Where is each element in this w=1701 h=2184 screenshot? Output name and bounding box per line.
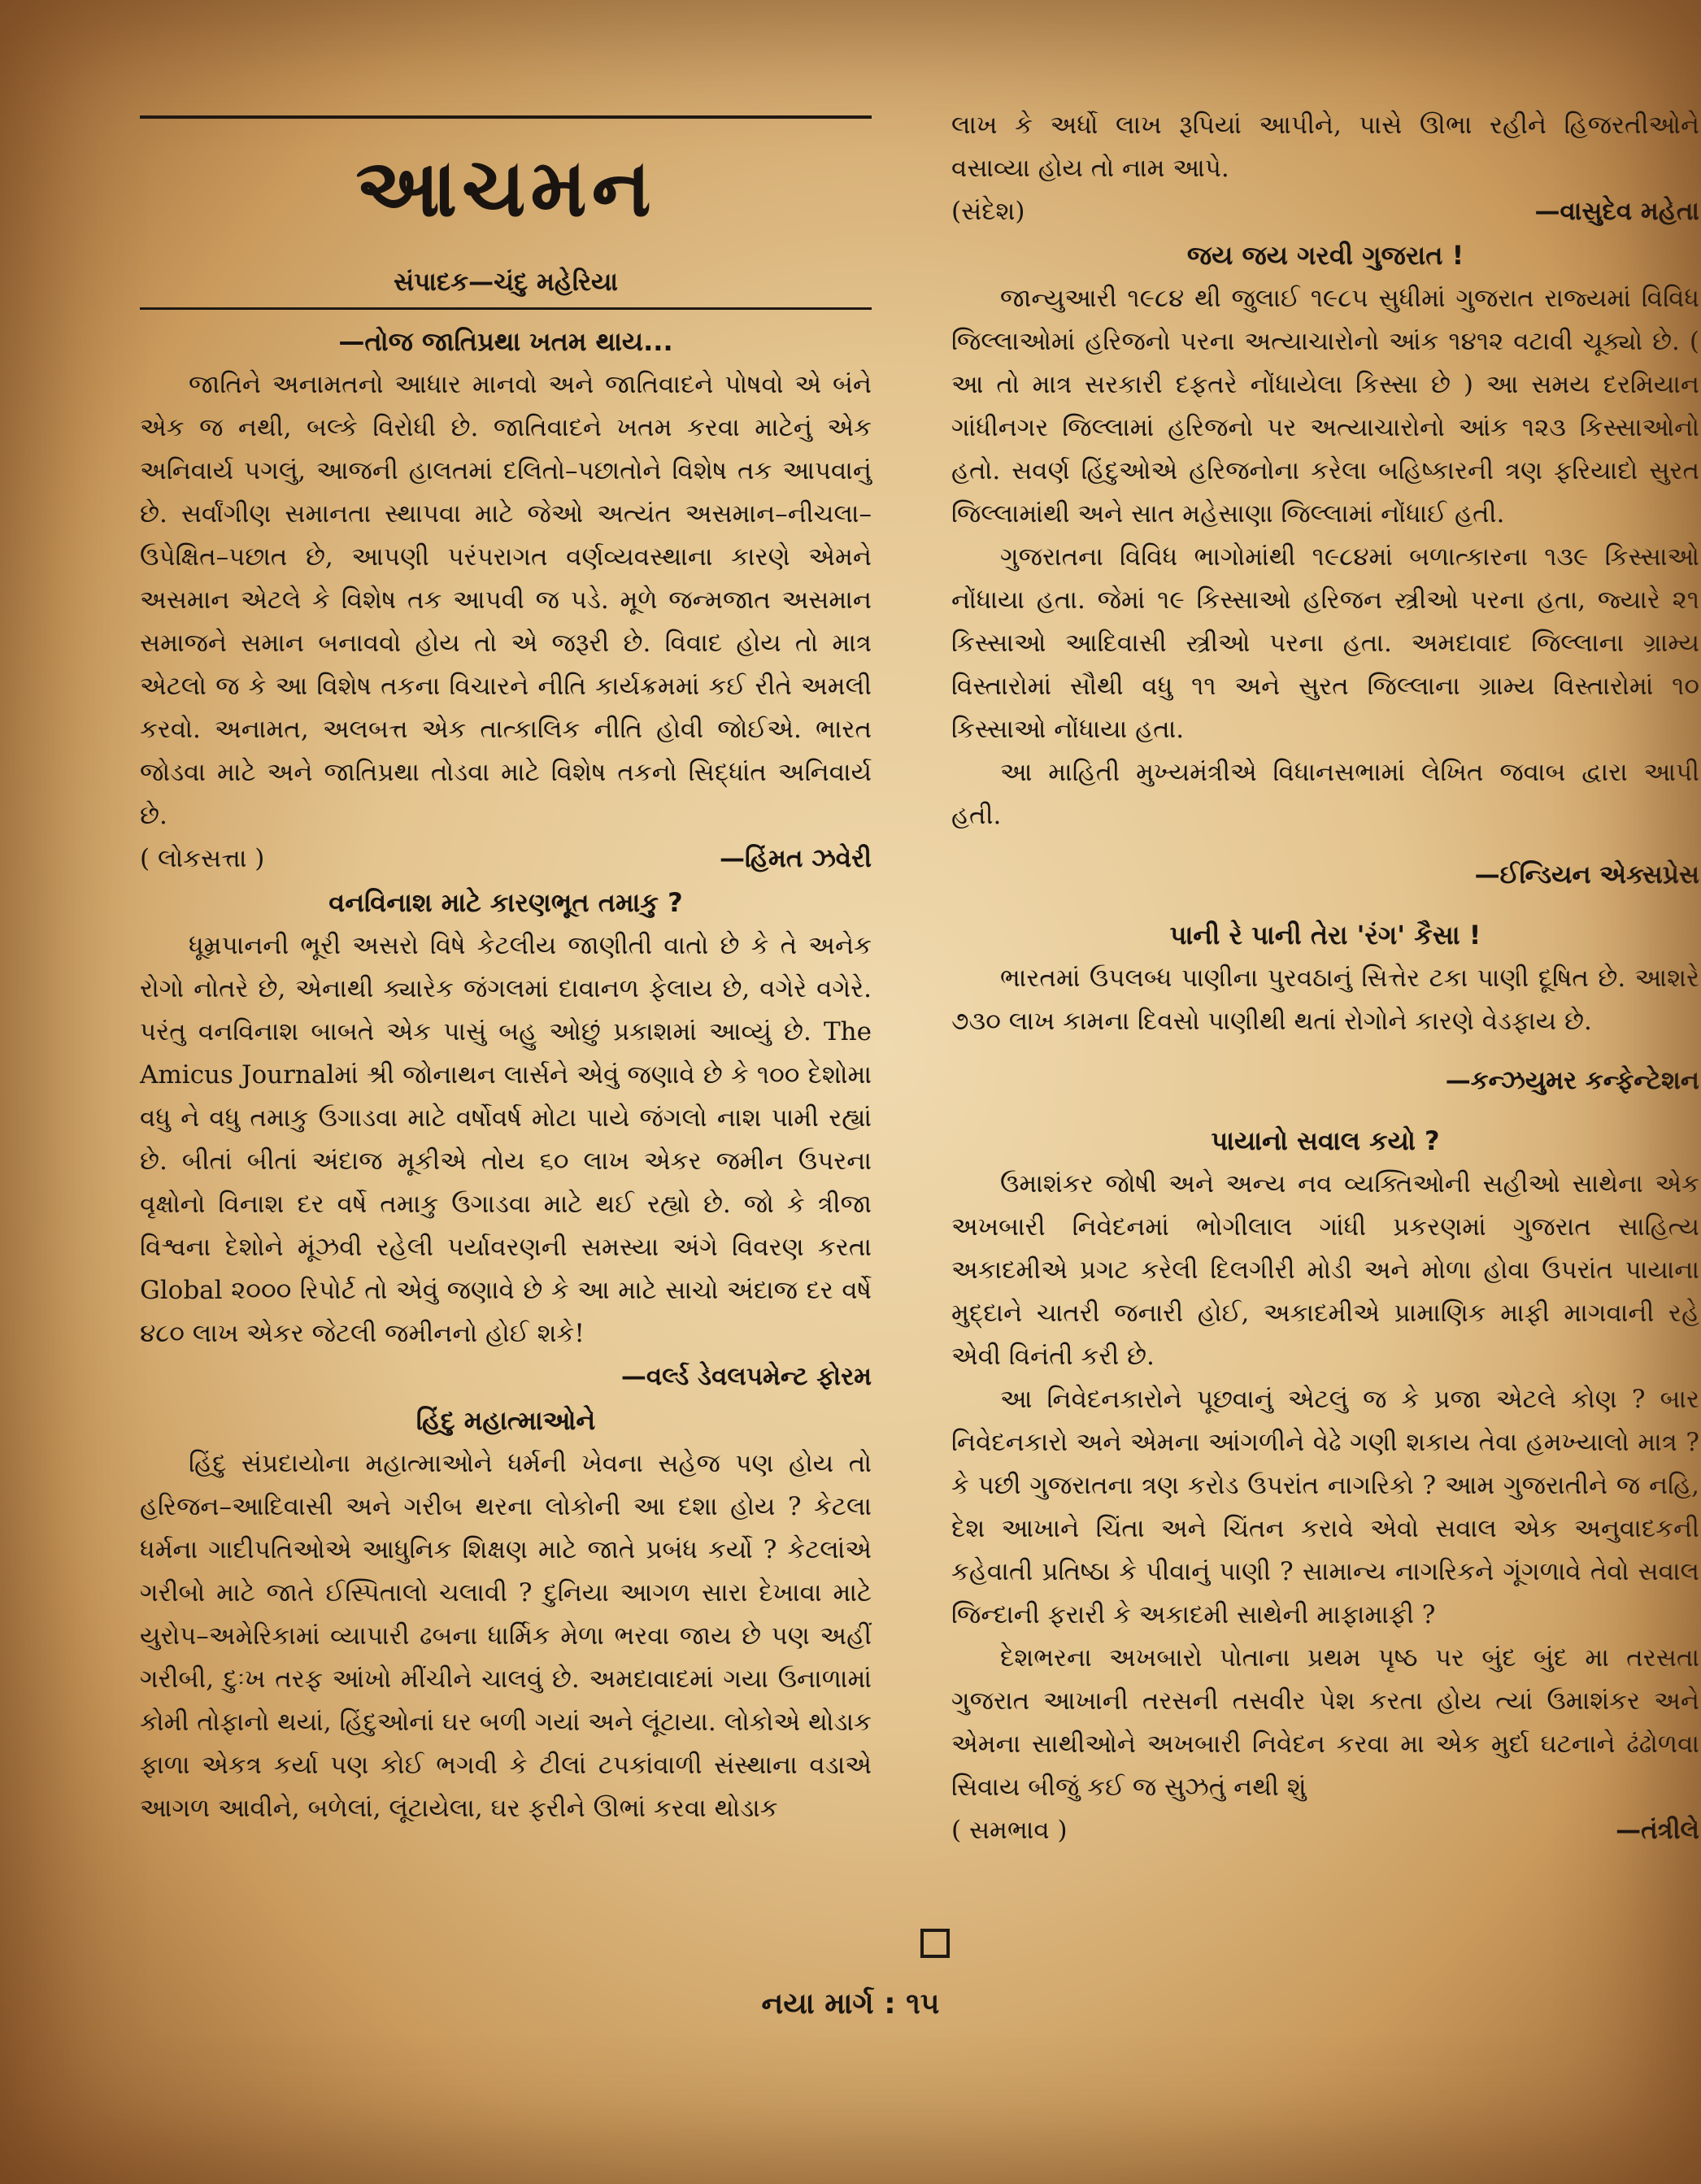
credit-row <box>140 837 872 881</box>
article-body: ગુજરાતના વિવિધ ભાગોમાંથી ૧૯૮૪માં બળાત્કારના ૧૩૯ કિસ્સાઓ નોંધાયા હતા. જેમાં ૧૯ કિસ્સાઓ હરિજન સ્ત્રીઓ પરના હતા, જ્યારે ૨૧ કિસ્સાઓ આદિવાસી સ્ત્રીઓ પરના હતા. અમદાવાદ જિલ્લાના ગ્રામ્ય વિસ્તારોમાં સૌથી વધુ ૧૧ અને સુરત જિલ્લાના ગ્રામ્ય વિસ્તારોમાં ૧૦ કિસ્સાઓ નોંધાયા હતા. <box>951 542 1699 744</box>
article-water <box>951 913 1699 1103</box>
article-body: હિંદુ સંપ્રદાયોના મહાત્માઓને ધર્મની ખેવના સહેજ પણ હોય તો હરિજન–આદિવાસી અને ગરીબ થરના લોકોની આ દશા હોય ? કેટલા ધર્મના ગાદીપતિઓએ આધુનિક શિક્ષણ માટે જાતે પ્રબંધ કર્યો ? કેટલાંએ ગરીબો માટે જાતે ઈસ્પિતાલો ચલાવી ? દુનિયા આગળ સારા દેખાવા માટે યુરોપ–અમેરિકામાં વ્યાપારી ઢબના ધાર્મિક મેળા ભરવા જાય છે પણ અહીં ગરીબી, દુઃખ તરફ આંખો મીંચીને ચાલવું છે. અમદાવાદમાં ગયા ઉનાળામાં કોમી તોફાનો થયાં, હિંદુઓનાં ઘર બળી ગયાં અને લૂંટાયા. લોકોએ થોડાક ફાળા એકત્ર કર્યા પણ કોઈ ભગવી કે ટીલાં ટપકાંવાળી સંસ્થાના વડાએ આગળ આવીને, બળેલાં, લૂંટાયેલા, ઘર ફરીને ઊભાં કરવા થોડાક <box>140 1449 872 1823</box>
article-caste-system <box>140 320 872 881</box>
left-column <box>140 104 872 1830</box>
article-author: —હિંમત ઝવેરી <box>719 844 872 873</box>
article-heading: વનવિનાશ માટે કારણભૂત તમાકુ ? <box>328 887 683 918</box>
article-author: —તંત્રીલે <box>1616 1816 1699 1845</box>
article-author: —કન્ઝયુમર કન્ફેન્ટેશન <box>1445 1066 1699 1095</box>
masthead-title: આચમન <box>355 142 656 235</box>
article-heading: જય જય ગરવી ગુજરાત ! <box>1186 240 1464 271</box>
article-body: દેશભરના અખબારો પોતાના પ્રથમ પૃષ્ઠ પર બુંદ બુંદ મા તરસતા ગુજરાત આખાની તરસની તસવીર પેશ કરતા હોય ત્યાં ઉમાશંકર અને એમના સાથીઓને અખબારી નિવેદન કરવા મા એક મુર્દા ઘટનાને ઢંઢોળવા સિવાય બીજું કઈ જ સુઝતું નથી શું <box>951 1643 1699 1802</box>
article-gujarat-atrocities <box>951 233 1699 897</box>
editor-rule <box>140 307 872 310</box>
article-heading: પાયાનો સવાલ કયો ? <box>1211 1125 1440 1156</box>
article-heading: —તોજ જાતિપ્રથા ખતમ થાય... <box>338 326 673 357</box>
end-mark-square <box>920 1929 950 1958</box>
article-hindu-mahatmas-continued <box>951 104 1699 233</box>
article-body: આ નિવેદનકારોને પૂછવાનું એટલું જ કે પ્રજા એટલે કોણ ? બાર નિવેદનકારો અને એમના આંગળીને વેઢે ગણી શકાય તેવા હમખ્યાલો માત્ર ? કે પછી ગુજરાતના ત્રણ કરોડ ઉપરાંત નાગરિકો ? આમ ગુજરાતીને જ નહિ, દેશ આખાને ચિંતા અને ચિંતન કરાવે એવો સવાલ એક અનુવાદકની કહેવાતી પ્રતિષ્ઠા કે પીવાનું પાણી ? સામાન્ય નાગરિકને ગૂંગળાવે તેવો સવાલ જિન્દાની ફરારી કે અકાદમી સાથેની માફામાફી ? <box>951 1385 1699 1629</box>
editor-line: સંપાદક—ચંદુ મહેરિયા <box>394 268 618 297</box>
article-body: જાન્યુઆરી ૧૯૮૪ થી જુલાઈ ૧૯૮૫ સુધીમાં ગુજરાત રાજ્યમાં વિવિધ જિલ્લાઓમાં હરિજનો પરના અત્યાચારોનો આંક ૧૪૧૨ વટાવી ચૂક્યો છે. ( આ તો માત્ર સરકારી દફતરે નોંધાયેલા કિસ્સા છે ) આ સમય દરમિયાન ગાંધીનગર જિલ્લામાં હરિજનો પર અત્યાચારોનો આંક ૧૨૩ કિસ્સાઓનો હતો. સવર્ણ હિંદુઓએ હરિજનોના કરેલા બહિષ્કારની ત્રણ ફરિયાદો સુરત જિલ્લામાંથી અને સાત મહેસાણા જિલ્લામાં નોંધાઈ હતી. <box>951 284 1699 529</box>
article-body: ધૂમ્રપાનની ભૂરી અસરો વિષે કેટલીય જાણીતી વાતો છે કે તે અનેક રોગો નોતરે છે, એનાથી ક્યારેક જંગલમાં દાવાનળ ફેલાય છે, વગેરે વગેરે. પરંતુ વનવિનાશ બાબતે એક પાસું બહુ ઓછું પ્રકાશમાં આવ્યું છે. The Amicus Journalમાં શ્રી જોનાથન લાર્સને એવું જણાવે છે કે ૧૦૦ દેશોમા વધુ ને વધુ તમાકુ ઉગાડવા માટે વર્ષોવર્ષ મોટા પાયે જંગલો નાશ પામી રહ્યાં છે. બીતાં બીતાં અંદાજ મૂકીએ તોય ૬૦ લાખ એકર જમીન ઉપરના વૃક્ષોનો વિનાશ દર વર્ષે તમાકુ ઉગાડવા માટે થઈ રહ્યો છે. જો કે ત્રીજા વિશ્વના દેશોને મૂંઝવી રહેલી પર્યાવરણની સમસ્યા અંગે વિવરણ કરતા Global ૨૦૦૦ રિપોર્ટ તો એવું જણાવે છે કે આ માટે સાચો અંદાજ દર વર્ષે ૪૮૦ લાખ એકર જેટલી જમીનનો હોઈ શકે! <box>140 931 872 1348</box>
article-heading: પાની રે પાની તેરા 'રંગ' કૈસા ! <box>1169 920 1481 951</box>
article-hindu-mahatmas <box>140 1399 872 1830</box>
article-author: —ઈન્ડિયન એક્સપ્રેસ <box>1474 860 1699 890</box>
credit-row <box>951 1809 1699 1852</box>
article-source: ( લોકસત્તા ) <box>140 844 265 873</box>
article-basic-question <box>951 1119 1699 1852</box>
article-author: —વર્લ્ડ ડેવલપમેન્ટ ફોરમ <box>620 1362 872 1391</box>
page-footer: નયા માર્ગ : ૧૫ <box>761 1987 940 2021</box>
right-column <box>951 104 1699 1852</box>
credit-row <box>951 190 1699 233</box>
article-author: —વાસુદેવ મહેતા <box>1534 197 1699 226</box>
article-body: જાતિને અનામતનો આધાર માનવો અને જાતિવાદને પોષવો એ બંને એક જ નથી, બલ્કે વિરોધી છે. જાતિવાદને ખતમ કરવા માટેનું એક અનિવાર્ય પગલું, આજની હાલતમાં દલિતો–પછાતોને વિશેષ તક આપવાનું છે. સર્વાંગીણ સમાનતા સ્થાપવા માટે જેઓ અત્યંત અસમાન–નીચલા–ઉપેક્ષિત–પછાત છે, આપણી પરંપરાગત વર્ણવ્યવસ્થાના કારણે એમને અસમાન એટલે કે વિશેષ તક આપવી જ પડે. મૂળે જન્મજાત અસમાન સમાજને સમાન બનાવવો હોય તો એ જરૂરી છે. વિવાદ હોય તો માત્ર એટલો જ કે આ વિશેષ તકના વિચારને નીતિ કાર્યક્રમમાં કઈ રીતે અમલી કરવો. અનામત, અલબત્ત એક તાત્કાલિક નીતિ હોવી જોઈએ. ભારત જોડવા માટે અને જાતિપ્રથા તોડવા માટે વિશેષ તકનો સિદ્ધાંત અનિવાર્ય છે. <box>140 370 872 830</box>
top-rule <box>140 115 872 119</box>
article-body: ઉમાશંકર જોષી અને અન્ય નવ વ્યક્તિઓની સહીઓ સાથેના એક અખબારી નિવેદનમાં ભોગીલાલ ગાંધી પ્રકરણમાં ગુજરાત સાહિત્ય અકાદમીએ પ્રગટ કરેલી દિલગીરી મોડી અને મોળા હોવા ઉપરાંત પાયાના મુદ્દાને ચાતરી જનારી હોઈ, અકાદમીએ પ્રામાણિક માફી માગવાની રહે એવી વિનંતી કરી છે. <box>951 1169 1699 1371</box>
article-heading: હિંદુ મહાત્માઓને <box>415 1405 596 1436</box>
article-body: ભારતમાં ઉપલબ્ધ પાણીના પુરવઠાનું સિત્તેર ટકા પાણી દૂષિત છે. આશરે ૭૩૦ લાખ કામના દિવસો પાણીથી થતાં રોગોને કારણે વેડફાય છે. <box>951 964 1699 1036</box>
article-source: ( સમભાવ ) <box>951 1816 1068 1845</box>
article-body: લાખ કે અર્ધો લાખ રૂપિયાં આપીને, પાસે ઊભા રહીને હિજરતીઓને વસાવ્યા હોય તો નામ આપે. <box>951 111 1699 183</box>
article-body: આ માહિતી મુખ્યમંત્રીએ વિધાનસભામાં લેખિત જવાબ દ્વારા આપી હતી. <box>951 758 1699 830</box>
article-tobacco <box>140 881 872 1399</box>
article-source: (સંદેશ) <box>951 197 1025 226</box>
